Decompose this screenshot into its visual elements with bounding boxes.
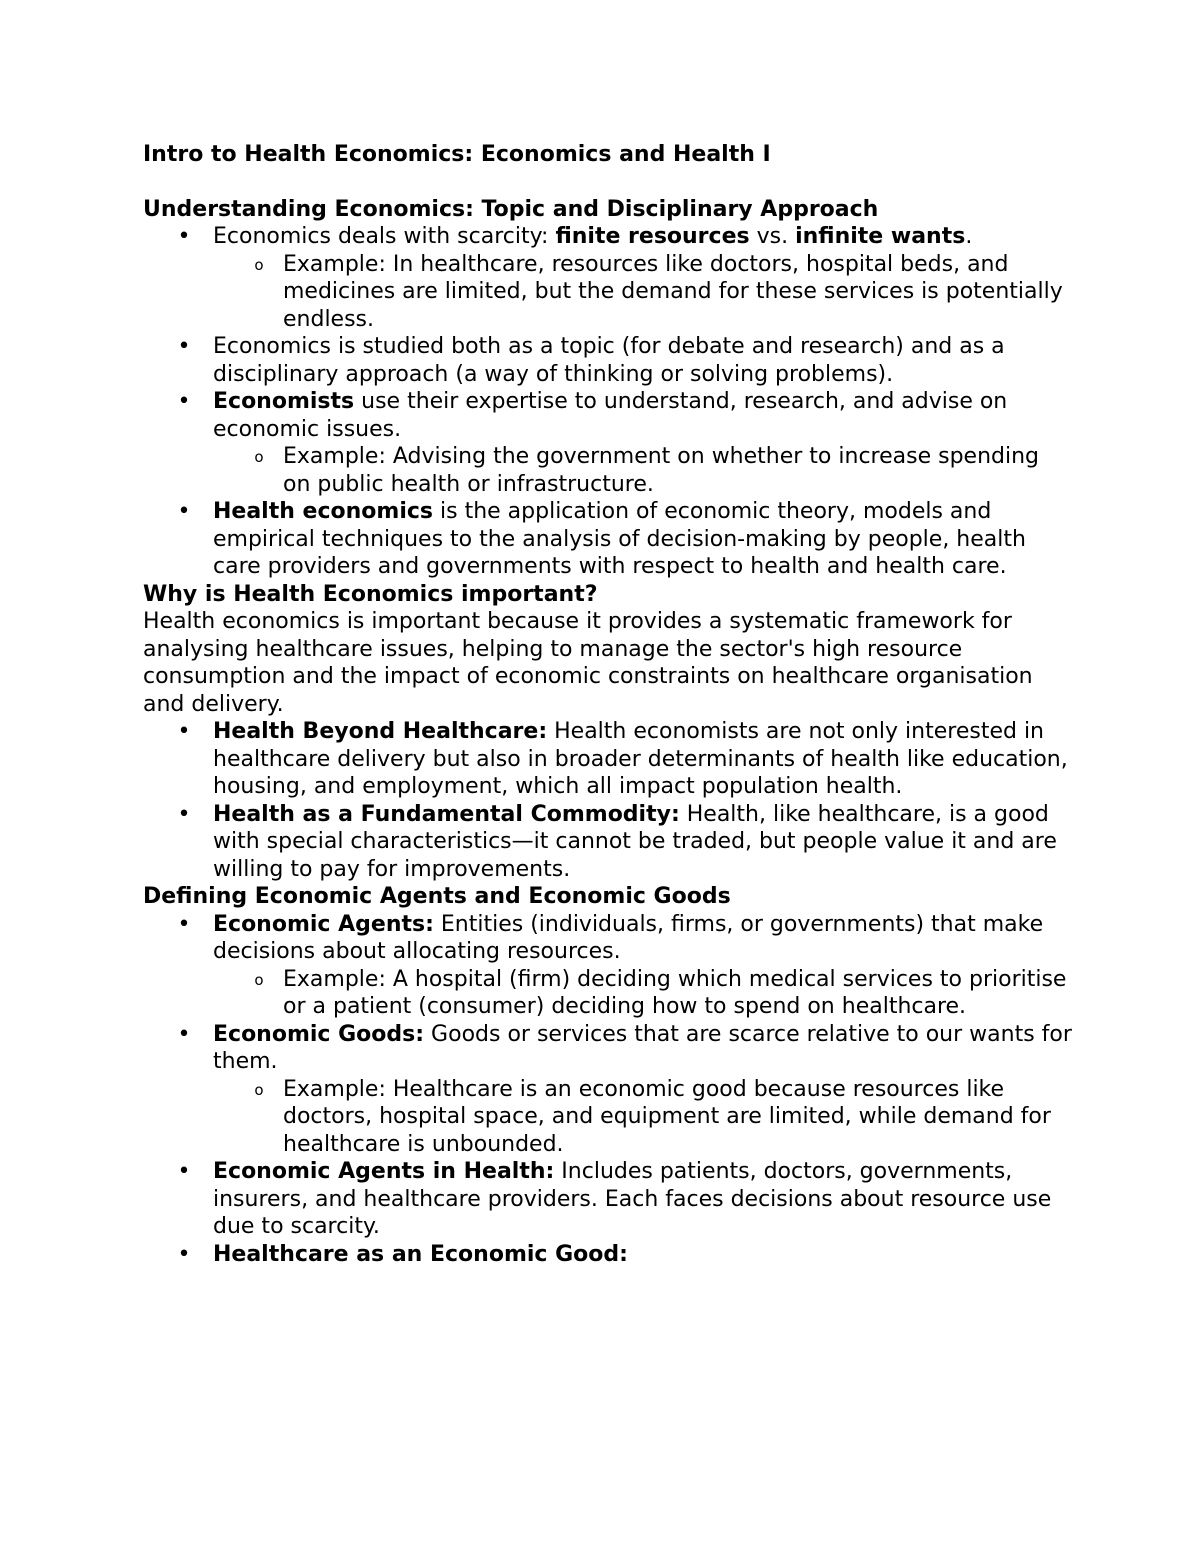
list-item [143, 223, 1073, 333]
sub-list-item [213, 251, 1073, 334]
bullet-icon: • [177, 801, 191, 827]
item-text: Entities (individuals, firms, or governments) that make decisions about allocating resources. [213, 911, 1044, 964]
bullet-list-defining [143, 911, 1073, 1269]
bullet-icon: • [177, 389, 191, 414]
list-item [143, 1021, 1073, 1159]
sub-item-text: Example: In healthcare, resources like doctors, hospital beds, and medicines are limited, but the demand for these services is potentially endless. [283, 251, 1063, 332]
document-title: Intro to Health Economics: Economics and Health I [143, 142, 771, 167]
sub-list [213, 966, 1073, 1021]
list-item [143, 1158, 1073, 1241]
circle-bullet-icon: o [254, 970, 264, 989]
bullet-icon: • [177, 911, 191, 937]
sub-list-item [213, 443, 1073, 498]
item-bold-text: Health Beyond Healthcare: [213, 719, 548, 744]
item-bold-text: Economic Agents in Health: [213, 1159, 555, 1184]
item-text: use their expertise to understand, research, and advise on economic issues. [213, 389, 1008, 442]
circle-bullet-icon: o [254, 1080, 264, 1099]
sub-list [213, 443, 1073, 498]
list-item [143, 388, 1073, 498]
list-item [143, 718, 1073, 801]
bullet-list-understanding [143, 223, 1073, 581]
section-heading-why: Why is Health Economics important? [143, 581, 598, 607]
item-bold-text: Healthcare as an Economic Good: [213, 1241, 628, 1267]
item-text: Goods or services that are scarce relative to our wants for them. [213, 1021, 1072, 1074]
bullet-icon: • [177, 1241, 191, 1267]
section-heading-understanding: Understanding Economics: Topic and Disciplinary Approach [143, 196, 879, 222]
bullet-icon: • [177, 224, 191, 249]
sub-list [213, 251, 1073, 334]
item-text: . [965, 224, 973, 249]
item-bold-text: Health as a Fundamental Commodity: [213, 801, 680, 827]
item-text: is the application of economic theory, models and empirical techniques to the analysis of decision-making by people, health care providers and governments with respect to health and health care. [213, 499, 1026, 579]
bullet-list-why [143, 718, 1073, 883]
item-text: vs. [749, 224, 796, 249]
item-bold-text: Economic Agents: [213, 911, 434, 937]
bullet-icon: • [177, 719, 191, 744]
item-bold-text: Economic Goods: [213, 1021, 425, 1047]
item-text: Economics is studied both as a topic (for debate and research) and as a disciplinary approach (a way of thinking or solving problems). [213, 334, 1005, 387]
sub-list-item [213, 1076, 1073, 1159]
list-item [143, 498, 1073, 581]
circle-bullet-icon: o [254, 448, 264, 466]
item-bold-text: infinite wants [795, 224, 966, 249]
bullet-icon: • [177, 334, 191, 359]
item-bold-text: Economists [213, 389, 355, 414]
item-bold-text: Health economics [213, 499, 434, 524]
list-item [143, 801, 1073, 884]
bullet-icon: • [177, 1159, 191, 1184]
item-text: Includes patients, doctors, governments, insurers, and healthcare providers. Each faces decisions about resource use due to scarcity. [213, 1159, 1052, 1239]
item-bold-text: finite resources [555, 224, 750, 249]
list-item [143, 911, 1073, 1021]
item-text: Health economists are not only interested in healthcare delivery but also in broader determinants of health like education, housing, and employment, which all impact population health. [213, 719, 1068, 799]
bullet-icon: • [177, 1021, 191, 1047]
sub-list [213, 1076, 1073, 1159]
item-text: Economics deals with scarcity: [213, 224, 556, 249]
section-paragraph: Health economics is important because it provides a systematic framework for analysing healthcare issues, helping to manage the sector's high resource consumption and the impact of economic constraints on healthcare organisation and delivery. [143, 609, 1033, 717]
document-page [143, 141, 1073, 1268]
list-item [143, 1241, 1073, 1269]
section-heading-defining: Defining Economic Agents and Economic Goods [143, 884, 731, 909]
sub-item-text: Example: Advising the government on whether to increase spending on public health or infrastructure. [283, 444, 1039, 497]
sub-list-item [213, 966, 1073, 1021]
circle-bullet-icon: o [254, 255, 264, 274]
bullet-icon: • [177, 499, 191, 524]
item-text: Health, like healthcare, is a good with special characteristics—it cannot be traded, but people value it and are willing to pay for improvements. [213, 801, 1057, 882]
list-item [143, 333, 1073, 388]
blank-line [143, 169, 1073, 196]
sub-item-text: Example: Healthcare is an economic good because resources like doctors, hospital space, and equipment are limited, while demand for healthcare is unbounded. [283, 1076, 1051, 1157]
sub-item-text: Example: A hospital (firm) deciding which medical services to prioritise or a patient (consumer) deciding how to spend on healthcare. [283, 966, 1067, 1019]
